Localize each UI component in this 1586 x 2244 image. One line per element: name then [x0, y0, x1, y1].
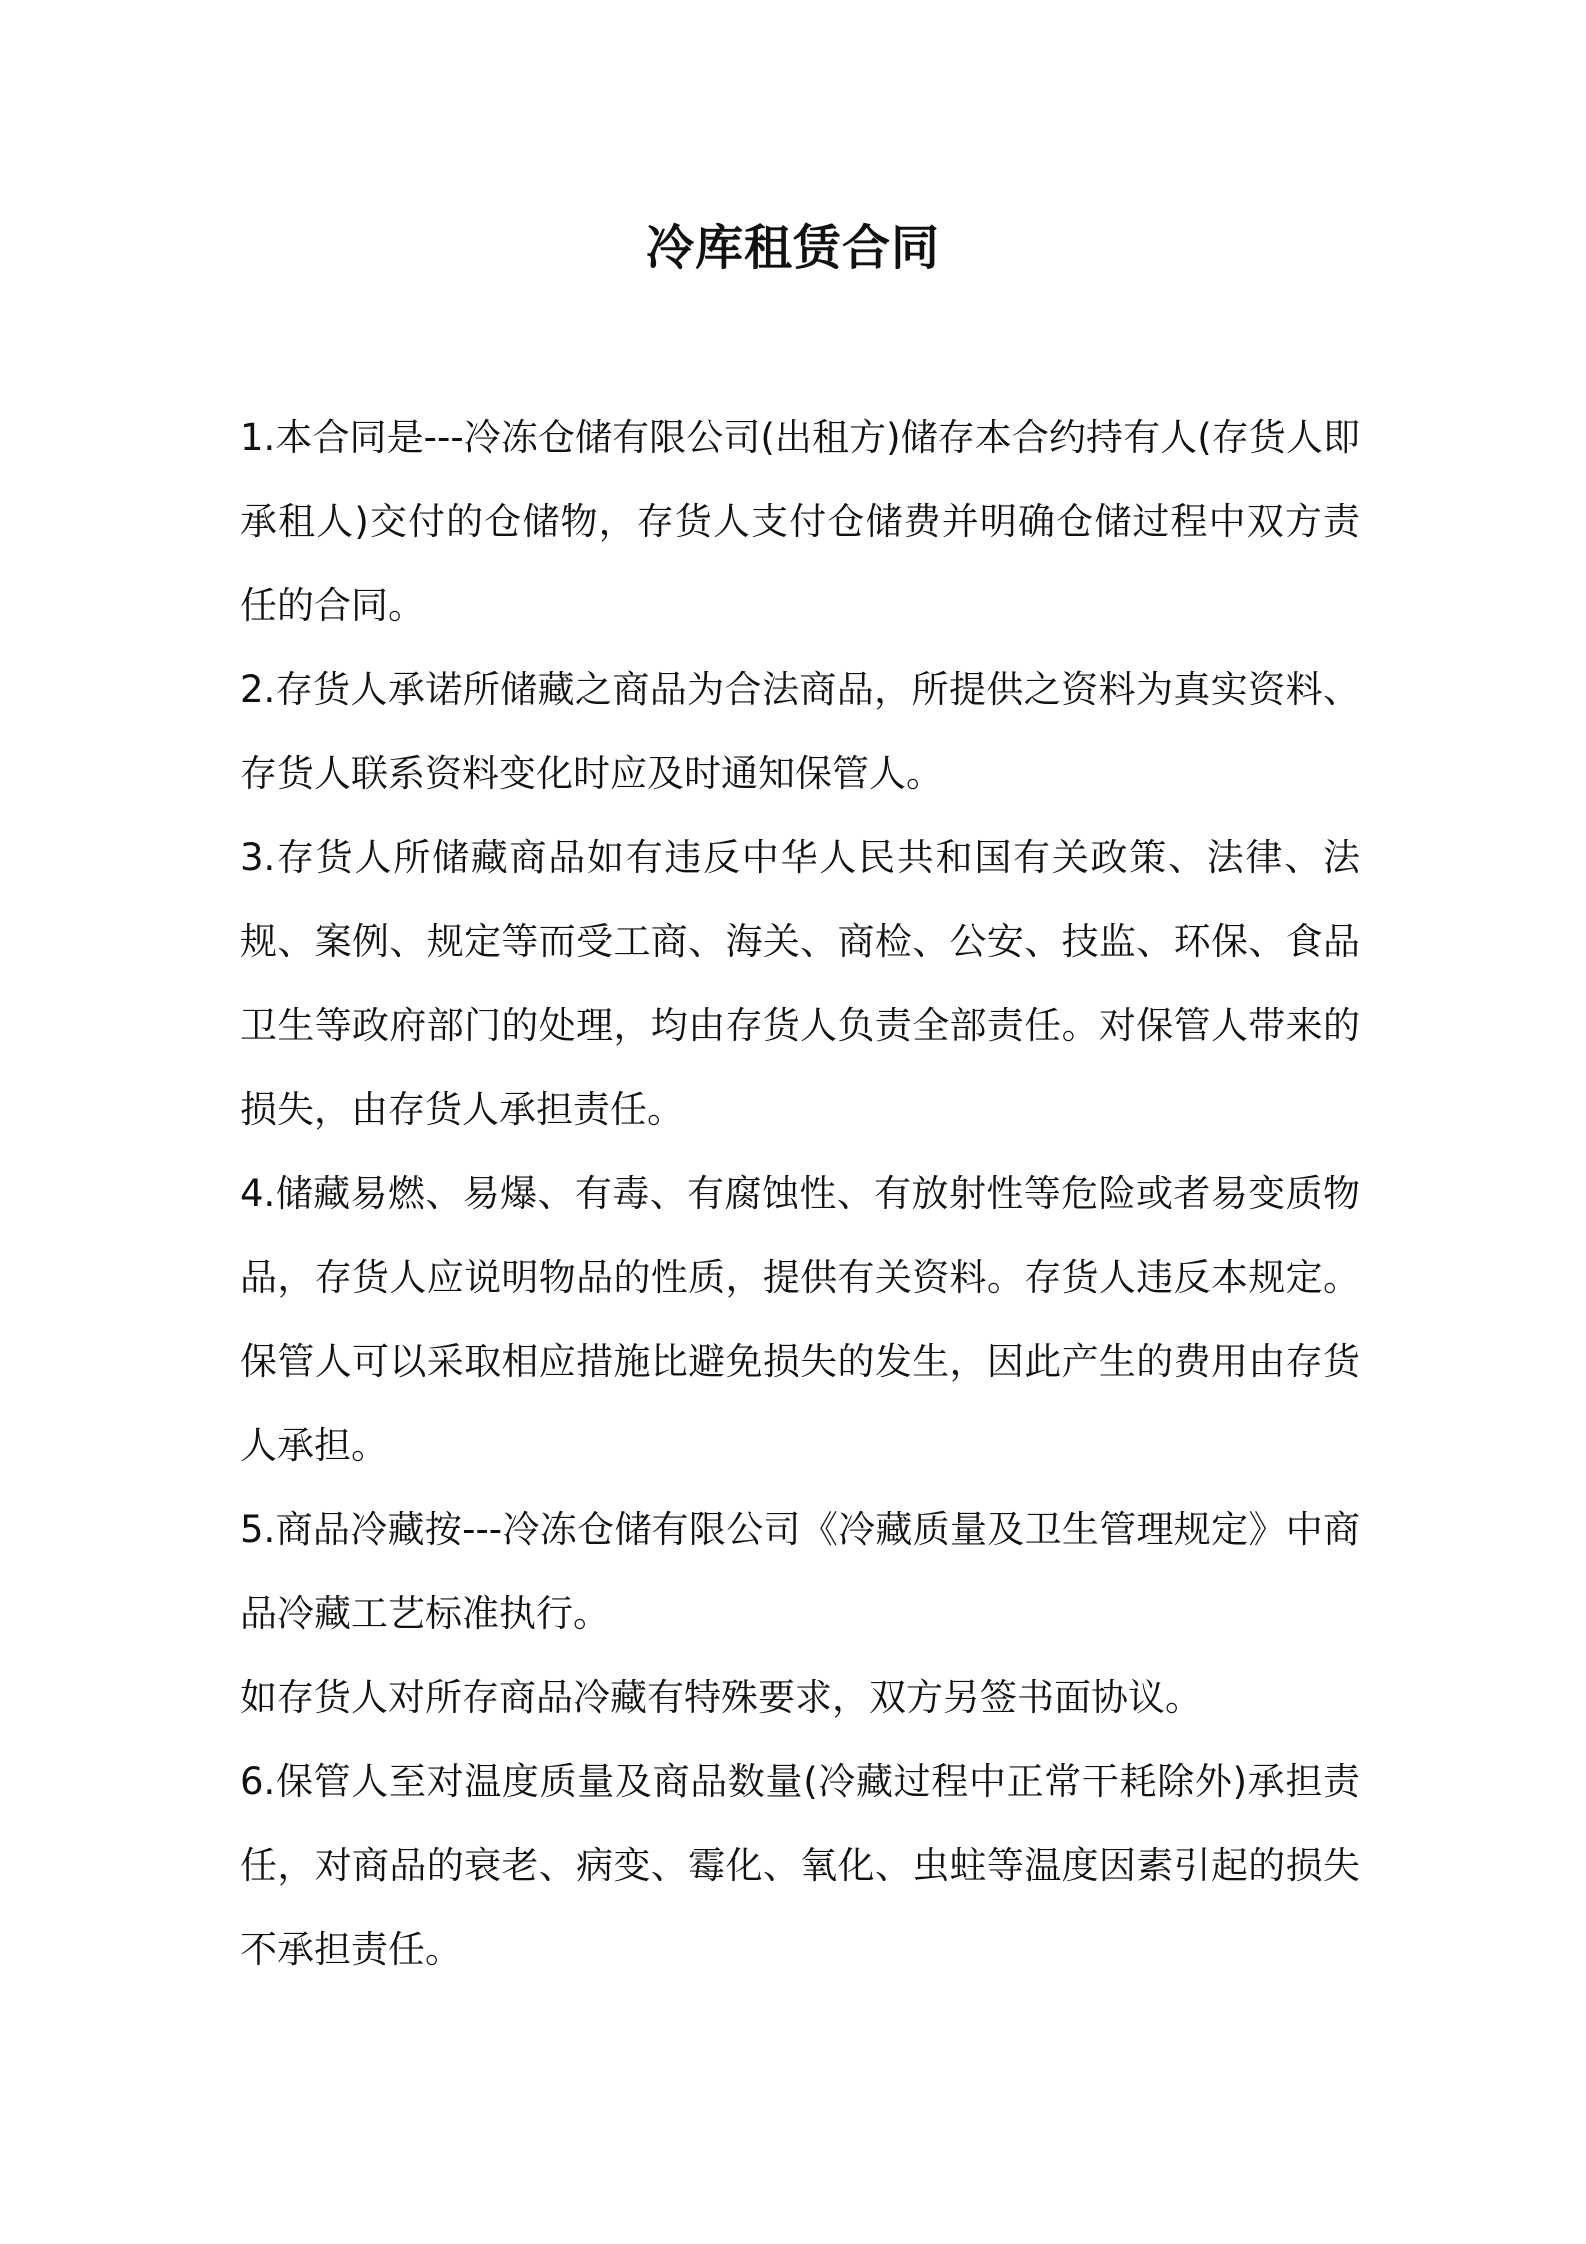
document-body — [240, 396, 1360, 1992]
clause-6: 6.保管人至对温度质量及商品数量(冷藏过程中正常干耗除外)承担责任，对商品的衰老、病变、霉化、氧化、虫蛀等温度因素引起的损失不承担责任。 — [240, 1760, 1360, 1971]
clause-5: 5.商品冷藏按---冷冻仓储有限公司《冷藏质量及卫生管理规定》中商品冷藏工艺标准执行。 — [240, 1508, 1360, 1635]
document-title: 冷库租赁合同 — [645, 220, 940, 276]
clause-4: 4.储藏易燃、易爆、有毒、有腐蚀性、有放射性等危险或者易变质物品，存货人应说明物品的性质，提供有关资料。存货人违反本规定。保管人可以采取相应措施比避免损失的发生，因此产生的费用由存货人承担。 — [240, 1172, 1360, 1467]
clause-2: 2.存货人承诺所储藏之商品为合法商品，所提供之资料为真实资料、存货人联系资料变化时应及时通知保管人。 — [240, 668, 1360, 795]
clause-5-note: 如存货人对所存商品冷藏有特殊要求，双方另签书面协议。 — [240, 1676, 1202, 1719]
clause-3: 3.存货人所储藏商品如有违反中华人民共和国有关政策、法律、法规、案例、规定等而受工商、海关、商检、公安、技监、环保、食品卫生等政府部门的处理，均由存货人负责全部责任。对保管人带来的损失，由存货人承担责任。 — [240, 836, 1360, 1131]
clause-1: 1.本合同是---冷冻仓储有限公司(出租方)储存本合约持有人(存货人即承租人)交付的仓储物，存货人支付仓储费并明确仓储过程中双方责任的合同。 — [240, 416, 1360, 627]
